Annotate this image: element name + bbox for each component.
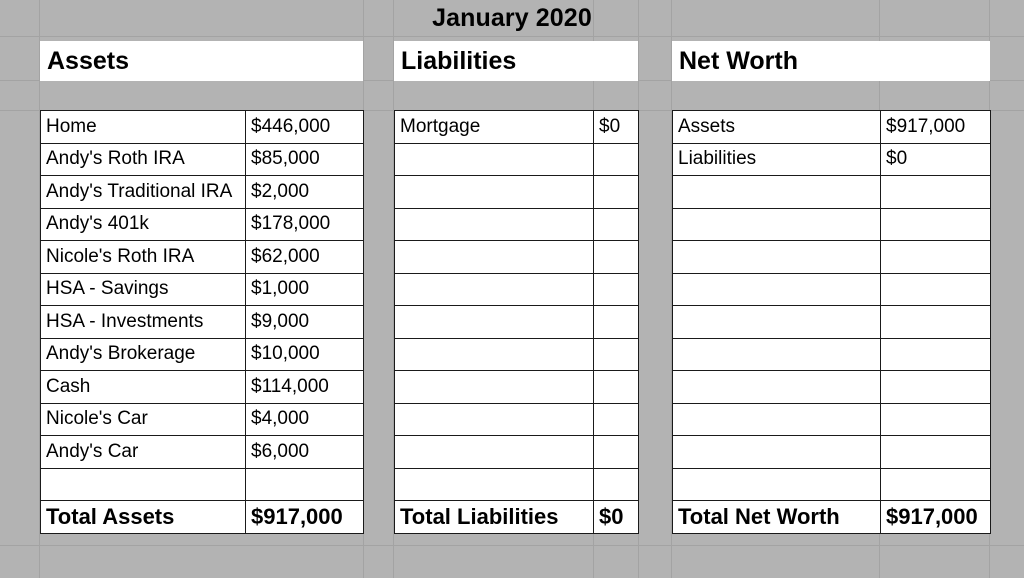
liabilities-spacer-row — [394, 81, 638, 110]
networth-row — [673, 468, 991, 501]
liabilities-row-label[interactable] — [395, 436, 594, 469]
liabilities-row — [395, 371, 639, 404]
networth-header: Net Worth — [672, 41, 990, 81]
assets-row — [41, 468, 364, 501]
networth-row-value[interactable] — [881, 468, 991, 501]
liabilities-row-value[interactable] — [594, 273, 639, 306]
assets-total-row — [41, 501, 364, 534]
assets-row-value[interactable]: $9,000 — [246, 306, 364, 339]
networth-row-label[interactable] — [673, 436, 881, 469]
liabilities-total-row — [395, 501, 639, 534]
assets-row-label[interactable]: Nicole's Car — [41, 403, 246, 436]
networth-row-value[interactable]: $917,000 — [881, 111, 991, 144]
liabilities-row — [395, 143, 639, 176]
assets-row — [41, 403, 364, 436]
assets-row-label[interactable]: Cash — [41, 371, 246, 404]
page-title: January 2020 — [432, 4, 592, 32]
liabilities-row-label[interactable] — [395, 403, 594, 436]
liabilities-row-label[interactable] — [395, 306, 594, 339]
liabilities-block — [394, 41, 638, 534]
assets-row-label[interactable]: HSA - Investments — [41, 306, 246, 339]
liabilities-row-label[interactable] — [395, 241, 594, 274]
networth-row-value[interactable] — [881, 371, 991, 404]
networth-row-label[interactable] — [673, 306, 881, 339]
networth-row-label[interactable] — [673, 273, 881, 306]
assets-row-label[interactable]: Andy's 401k — [41, 208, 246, 241]
networth-row — [673, 403, 991, 436]
networth-total-row — [673, 501, 991, 534]
liabilities-row-value[interactable]: $0 — [594, 111, 639, 144]
assets-row-value[interactable]: $10,000 — [246, 338, 364, 371]
assets-row-value[interactable]: $85,000 — [246, 143, 364, 176]
networth-row — [673, 436, 991, 469]
assets-row — [41, 371, 364, 404]
assets-row-label[interactable]: Andy's Roth IRA — [41, 143, 246, 176]
assets-table — [40, 110, 364, 534]
networth-row — [673, 306, 991, 339]
liabilities-row-label[interactable] — [395, 208, 594, 241]
liabilities-row — [395, 273, 639, 306]
networth-row — [673, 143, 991, 176]
networth-row — [673, 338, 991, 371]
networth-row-value[interactable]: $0 — [881, 143, 991, 176]
assets-row — [41, 208, 364, 241]
liabilities-row — [395, 241, 639, 274]
liabilities-row-value[interactable] — [594, 143, 639, 176]
networth-total-value[interactable]: $917,000 — [881, 501, 991, 534]
networth-row-value[interactable] — [881, 403, 991, 436]
networth-row — [673, 176, 991, 209]
assets-row-value[interactable]: $6,000 — [246, 436, 364, 469]
networth-row-value[interactable] — [881, 306, 991, 339]
liabilities-row — [395, 436, 639, 469]
liabilities-row-label[interactable] — [395, 273, 594, 306]
liabilities-row-value[interactable] — [594, 241, 639, 274]
liabilities-row-label[interactable] — [395, 371, 594, 404]
assets-row — [41, 436, 364, 469]
networth-row-value[interactable] — [881, 176, 991, 209]
assets-row-label[interactable]: HSA - Savings — [41, 273, 246, 306]
assets-total-value[interactable]: $917,000 — [246, 501, 364, 534]
liabilities-row — [395, 468, 639, 501]
gridline — [0, 545, 1024, 546]
networth-total-label[interactable]: Total Net Worth — [673, 501, 881, 534]
assets-row-value[interactable]: $178,000 — [246, 208, 364, 241]
liabilities-row-value[interactable] — [594, 176, 639, 209]
liabilities-row-label[interactable] — [395, 143, 594, 176]
networth-row — [673, 208, 991, 241]
networth-row-label[interactable]: Assets — [673, 111, 881, 144]
assets-row — [41, 143, 364, 176]
assets-row-value[interactable]: $2,000 — [246, 176, 364, 209]
assets-row-label[interactable] — [41, 468, 246, 501]
assets-row-label[interactable]: Andy's Brokerage — [41, 338, 246, 371]
networth-row-label[interactable] — [673, 208, 881, 241]
liabilities-row-label[interactable] — [395, 338, 594, 371]
networth-spacer-row — [672, 81, 990, 110]
liabilities-total-label[interactable]: Total Liabilities — [395, 501, 594, 534]
networth-row-label[interactable] — [673, 338, 881, 371]
networth-row-value[interactable] — [881, 436, 991, 469]
assets-row — [41, 273, 364, 306]
liabilities-row — [395, 111, 639, 144]
assets-row-label[interactable]: Andy's Car — [41, 436, 246, 469]
assets-row-value[interactable]: $114,000 — [246, 371, 364, 404]
networth-row-label[interactable]: Liabilities — [673, 143, 881, 176]
liabilities-total-value[interactable]: $0 — [594, 501, 639, 534]
networth-row — [673, 273, 991, 306]
assets-row-value[interactable]: $4,000 — [246, 403, 364, 436]
assets-row — [41, 111, 364, 144]
assets-header: Assets — [40, 41, 363, 81]
networth-row — [673, 111, 991, 144]
liabilities-row-value[interactable] — [594, 371, 639, 404]
assets-spacer-row — [40, 81, 363, 110]
liabilities-row — [395, 176, 639, 209]
assets-row — [41, 338, 364, 371]
liabilities-row-value[interactable] — [594, 403, 639, 436]
liabilities-row — [395, 306, 639, 339]
networth-row-label[interactable] — [673, 176, 881, 209]
networth-row-label[interactable] — [673, 403, 881, 436]
assets-row — [41, 176, 364, 209]
networth-row-label[interactable] — [673, 468, 881, 501]
liabilities-row-value[interactable] — [594, 338, 639, 371]
assets-row-value[interactable]: $446,000 — [246, 111, 364, 144]
liabilities-row-value[interactable] — [594, 208, 639, 241]
assets-row-value[interactable]: $62,000 — [246, 241, 364, 274]
assets-row-value[interactable]: $1,000 — [246, 273, 364, 306]
liabilities-table — [394, 110, 639, 534]
liabilities-row-label[interactable] — [395, 176, 594, 209]
liabilities-row — [395, 338, 639, 371]
networth-row-value[interactable] — [881, 208, 991, 241]
liabilities-row-label[interactable]: Mortgage — [395, 111, 594, 144]
networth-row-label[interactable] — [673, 241, 881, 274]
liabilities-row-value[interactable] — [594, 468, 639, 501]
assets-row-label[interactable]: Nicole's Roth IRA — [41, 241, 246, 274]
liabilities-row-value[interactable] — [594, 436, 639, 469]
liabilities-row-value[interactable] — [594, 306, 639, 339]
assets-row — [41, 241, 364, 274]
liabilities-row — [395, 403, 639, 436]
assets-row-label[interactable]: Andy's Traditional IRA — [41, 176, 246, 209]
liabilities-row-label[interactable] — [395, 468, 594, 501]
liabilities-row — [395, 208, 639, 241]
assets-row — [41, 306, 364, 339]
networth-row — [673, 241, 991, 274]
networth-row-value[interactable] — [881, 273, 991, 306]
liabilities-header: Liabilities — [394, 41, 638, 81]
networth-row-value[interactable] — [881, 241, 991, 274]
assets-total-label[interactable]: Total Assets — [41, 501, 246, 534]
assets-block — [40, 41, 363, 534]
networth-row — [673, 371, 991, 404]
networth-row-label[interactable] — [673, 371, 881, 404]
networth-table — [672, 110, 991, 534]
assets-row-label[interactable]: Home — [41, 111, 246, 144]
networth-row-value[interactable] — [881, 338, 991, 371]
assets-row-value[interactable] — [246, 468, 364, 501]
networth-block — [672, 41, 990, 534]
